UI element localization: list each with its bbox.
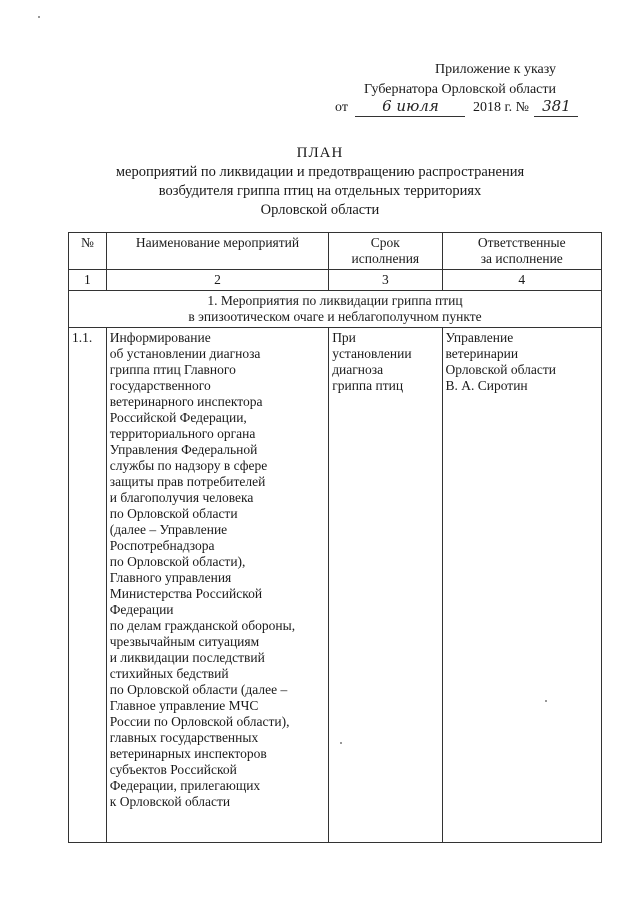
scan-speck [340,742,342,744]
row-name [106,328,328,843]
table-header-row [69,233,602,270]
header-resp-line-1: Ответственные [477,235,566,250]
row-name-line: гриппа птиц Главного [109,362,236,377]
row-name-line: Российской Федерации, [109,410,247,425]
row-term-line: установлении [332,346,412,361]
document-title [0,144,640,220]
row-responsible [442,328,602,843]
title-heading: ПЛАН [296,145,344,161]
row-name-line: по Орловской области), [109,554,246,569]
scan-speck [545,700,547,702]
title-line-1: мероприятий по ликвидации и предотвращению распространения [115,164,525,180]
row-name-line: стихийных бедствий [109,666,229,681]
section-line-2: в эпизоотическом очаге и неблагополучном пункте [188,309,482,324]
row-name-line: Федерации, прилегающих [109,778,261,793]
row-name-line: России по Орловской области), [109,714,290,729]
row-name-line: (далее – Управление [109,522,228,537]
header-resp-line-2: за исполнение [480,251,563,266]
row-name-line: Информирование [109,330,211,345]
row-term-line: диагноза [332,362,384,377]
row-name-line: Управления Федеральной [109,442,258,457]
row-name-line: и ликвидации последствий [109,650,265,665]
header-responsible [442,233,602,270]
row-name-line: ветеринарных инспекторов [109,746,267,761]
header-num: № [69,233,107,270]
row-number: 1.1. [69,328,107,843]
row-term-lines [332,330,438,394]
row-name-line: субъектов Российской [109,762,237,777]
row-name-line: службы по надзору в сфере [109,458,268,473]
table-row [69,328,602,843]
column-number: 1 [69,270,107,291]
row-name-line: и благополучия человека [109,490,254,505]
appendix-ot: от [335,100,348,115]
appendix-year: 2018 г. № [472,100,529,115]
row-resp-line: Орловской области [445,362,556,377]
row-name-line: Министерства Российской [109,586,263,601]
plan-table [68,232,602,843]
row-name-line: Главное управление МЧС [109,698,259,713]
row-name-line: по Орловской области (далее – [109,682,288,697]
section-title [69,291,602,328]
row-name-line: Федерации [109,602,174,617]
section-row [69,291,602,328]
row-name-line: государственного [109,378,211,393]
scan-speck [38,16,40,18]
row-name-line: территориального органа [109,426,256,441]
section-line-1: 1. Мероприятия по ликвидации гриппа птиц [207,293,463,308]
title-line-3: Орловской области [260,202,380,218]
header-term [329,233,442,270]
row-term [329,328,442,843]
row-name-line: по Орловской области [109,506,238,521]
column-number: 3 [329,270,442,291]
handwritten-date: 6 июля [355,96,465,117]
row-name-line: главных государственных [109,730,259,745]
header-name: Наименование мероприятий [106,233,328,270]
appendix-line-2: Губернатора Орловской области [363,82,556,97]
row-name-line: по делам гражданской обороны, [109,618,296,633]
row-name-line: защиты прав потребителей [109,474,266,489]
row-name-line: Роспотребнадзора [109,538,215,553]
row-resp-line: В. А. Сиротин [445,378,528,393]
column-number: 2 [106,270,328,291]
appendix-date-line [335,96,578,118]
row-resp-line: Управление [445,330,514,345]
row-name-lines [110,330,325,810]
row-name-line: Главного управления [109,570,232,585]
column-number-row [69,270,602,291]
column-number: 4 [442,270,602,291]
row-term-line: гриппа птиц [332,378,404,393]
row-name-line: к Орловской области [109,794,231,809]
header-term-line-1: Срок [370,235,400,250]
row-name-line: об установлении диагноза [109,346,261,361]
row-resp-lines [446,330,599,394]
handwritten-number: 381 [534,96,578,117]
row-name-line: чрезвычайным ситуациям [109,634,260,649]
appendix-line-1: Приложение к указу [435,62,556,77]
row-term-line: При [332,330,356,345]
row-name-line: ветеринарного инспектора [109,394,263,409]
title-line-2: возбудителя гриппа птиц на отдельных территориях [158,183,482,199]
header-term-line-2: исполнения [351,251,420,266]
appendix-header [364,60,556,100]
row-resp-line: ветеринарии [445,346,519,361]
